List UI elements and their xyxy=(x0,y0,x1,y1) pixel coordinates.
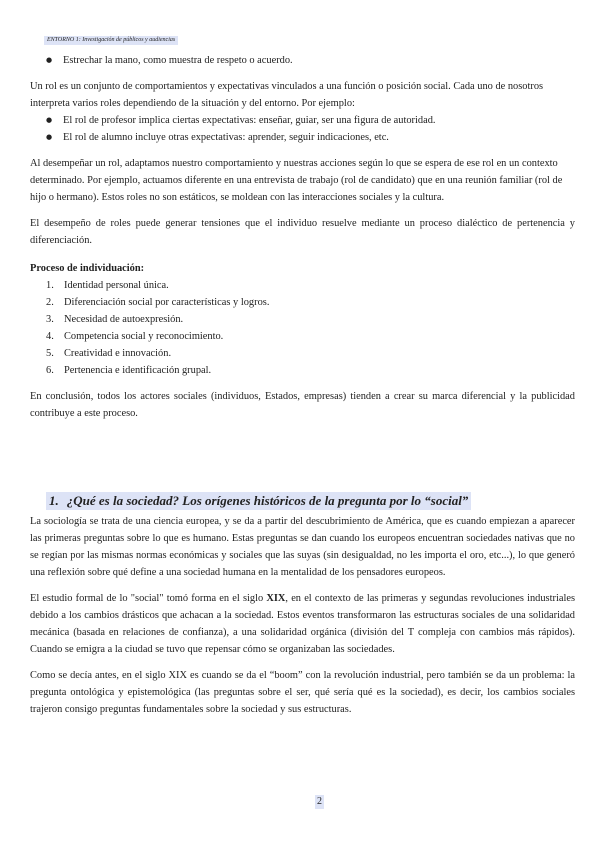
list-item: 3. Necesidad de autoexpresión. xyxy=(46,314,184,325)
list-item: 4. Competencia social y reconocimiento. xyxy=(46,331,224,342)
section-heading xyxy=(46,492,471,510)
page-header: ENTORNO 1: Investigación de públicos y audiencias xyxy=(44,36,178,45)
list-item: 2. Diferenciación social por características y logros. xyxy=(46,297,270,308)
roles-paragraph: Un rol es un conjunto de comportamientos y expectativas vinculados a una función o posición social. Cada uno de nosotros interpreta varios roles dependiendo de la situación y del entorno. Por ejemplo: xyxy=(30,81,544,109)
list-item: ● Estrechar la mano, como muestra de respeto o acuerdo. xyxy=(30,52,575,69)
process-title: Proceso de individuación: xyxy=(30,263,145,274)
list-item: 1. Identidad personal única. xyxy=(46,280,169,291)
tension-paragraph: El desempeño de roles puede generar tensiones que el individuo resuelve mediante un proceso dialéctico de pertenencia y diferenciación. xyxy=(30,218,575,246)
list-item: 6. Pertenencia e identificación grupal. xyxy=(46,365,212,376)
page-number: 2 xyxy=(317,796,322,807)
section-paragraph-1: La sociología se trata de una ciencia europea, y se da a partir del descubrimiento de América, que es cuando empiezan a aparecer las primeras preguntas sobre lo que es humano. Estas preguntas se dan cuando los europeos encuentran sociedades nativas que no se regían por las mismas normas económicas y sociales que las suyas (sin desigualdad, no les importa el oro, etc...), lo que generó una reflexión sobre qué define a una sociedad humana en la mentalidad de los pensadores europeos. xyxy=(30,516,575,578)
role-bullet-list xyxy=(30,112,575,146)
list-item: ● El rol de alumno incluye otras expectativas: aprender, seguir indicaciones, etc. xyxy=(30,129,575,146)
section-paragraph-3: Como se decía antes, en el siglo XIX es cuando se da el “boom” con la revolución industrial, pero también se da un problema: la pregunta ontológica y epistemológica (las preguntas sobre el ser, qué sería qué es la sociedad), es decir, los cambios sociales trajeron consigo preguntas fundamentales sobre la sociedad y sus estructuras. xyxy=(30,670,575,715)
intro-bullet-list xyxy=(30,52,575,69)
list-item: 5. Creatividad e innovación. xyxy=(46,348,172,359)
process-list xyxy=(30,277,575,379)
upper-text-block xyxy=(30,52,575,422)
conclusion-paragraph: En conclusión, todos los actores sociales (individuos, Estados, empresas) tienden a crear su marca diferencial y la publicidad contribuye a este proceso. xyxy=(30,391,575,419)
century-label: XIX xyxy=(266,593,286,604)
list-item: ● El rol de profesor implica ciertas expectativas: enseñar, guiar, ser una figura de autoridad. xyxy=(30,112,575,129)
section-paragraph-2: El estudio formal de lo "social" tomó forma en el siglo XIX, en el contexto de las primeras y segundas revoluciones industriales debido a los cambios drásticos que achacan a la sociedad. Estos eventos transformaron las estructuras sociales de una solidaridad mecánica (basada en relaciones de confianza), a una solidaridad orgánica (división del T compleja con cambios más rápidos). Cuando se emigra a la ciudad se tuvo que repensar cómo se organizaban las sociedades. xyxy=(30,593,575,655)
section-block xyxy=(30,492,575,718)
section-title: ¿Qué es la sociedad? Los orígenes históricos de la pregunta por lo “social” xyxy=(66,493,469,508)
performance-paragraph: Al desempeñar un rol, adaptamos nuestro comportamiento y nuestras acciones según lo que se espera de ese rol en un contexto determinado. Por ejemplo, actuamos diferente en una entrevista de trabajo (rol de candidato) que en una reunión familiar (rol de hijo o hermano). Estos roles no son estáticos, se moldean con las interacciones sociales y la cultura. xyxy=(30,158,563,203)
section-number: 1. xyxy=(49,493,59,508)
